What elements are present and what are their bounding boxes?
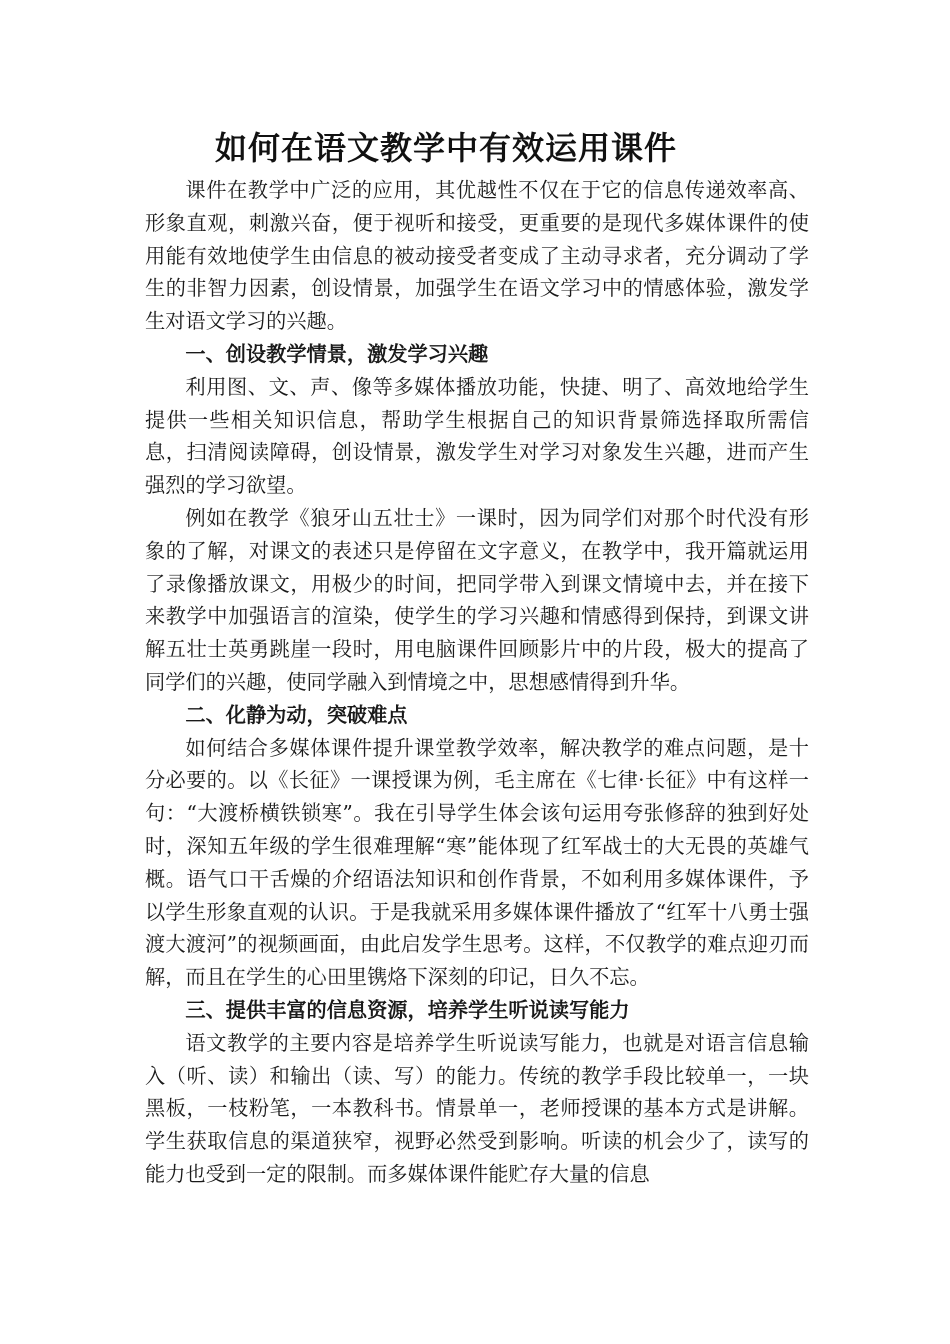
section-1-paragraph-2: 例如在教学《狼牙山五壮士》一课时，因为同学们对那个时代没有形象的了解，对课文的表述只是停留在文字意义，在教学中，我开篇就运用了录像播放课文，用极少的时间，把同学带入到课文情境中去，并在接下来教学中加强语言的渲染，使学生的学习兴趣和情感得到保持，到课文讲解五壮士英勇跳崖一段时，用电脑课件回顾影片中的片段，极大的提高了同学们的兴趣，使同学融入到情境之中，思想感情得到升华。 <box>145 505 809 694</box>
section-1-paragraph-1: 利用图、文、声、像等多媒体播放功能，快捷、明了、高效地给学生提供一些相关知识信息，帮助学生根据自己的知识背景筛选择取所需信息，扫清阅读障碍，创设情景，激发学生对学习对象发生兴趣，进而产生强烈的学习欲望。 <box>145 374 809 498</box>
intro-paragraph: 课件在教学中广泛的应用，其优越性不仅在于它的信息传递效率高、形象直观，刺激兴奋，便于视听和接受，更重要的是现代多媒体课件的使用能有效地使学生由信息的被动接受者变成了主动寻求者，充分调动了学生的非智力因素，创设情景，加强学生在语文学习中的情感体验，激发学生对语文学习的兴趣。 <box>145 178 809 334</box>
section-3-paragraph-1: 语文教学的主要内容是培养学生听说读写能力，也就是对语言信息输入（听、读）和输出（读、写）的能力。传统的教学手段比较单一，一块黑板，一枝粉笔，一本教科书。情景单一，老师授课的基本方式是讲解。学生获取信息的渠道狭窄，视野必然受到影响。听读的机会少了，读写的能力也受到一定的限制。而多媒体课件能贮存大量的信息 <box>145 1030 809 1186</box>
document-title: 如何在语文教学中有效运用课件 <box>215 129 678 167</box>
section-2-paragraph-1: 如何结合多媒体课件提升课堂教学效率，解决教学的难点问题，是十分必要的。以《长征》一课授课为例，毛主席在《七律·长征》中有这样一句：“大渡桥横铁锁寒”。我在引导学生体会该句运用夸张修辞的独到好处时，深知五年级的学生很难理解“寒”能体现了红军战士的大无畏的英雄气概。语气口干舌燥的介绍语法知识和创作背景，不如利用多媒体课件，予以学生形象直观的认识。于是我就采用多媒体课件播放了“红军十八勇士强渡大渡河”的视频画面，由此启发学生思考。这样，不仅教学的难点迎刃而解，而且在学生的心田里镌烙下深刻的印记，日久不忘。 <box>145 735 809 990</box>
section-heading-1: 一、创设教学情景，激发学习兴趣 <box>185 341 489 366</box>
section-heading-3: 三、提供丰富的信息资源，培养学生听说读写能力 <box>185 997 630 1022</box>
section-heading-2: 二、化静为动，突破难点 <box>185 702 408 727</box>
document-page <box>145 122 809 1191</box>
